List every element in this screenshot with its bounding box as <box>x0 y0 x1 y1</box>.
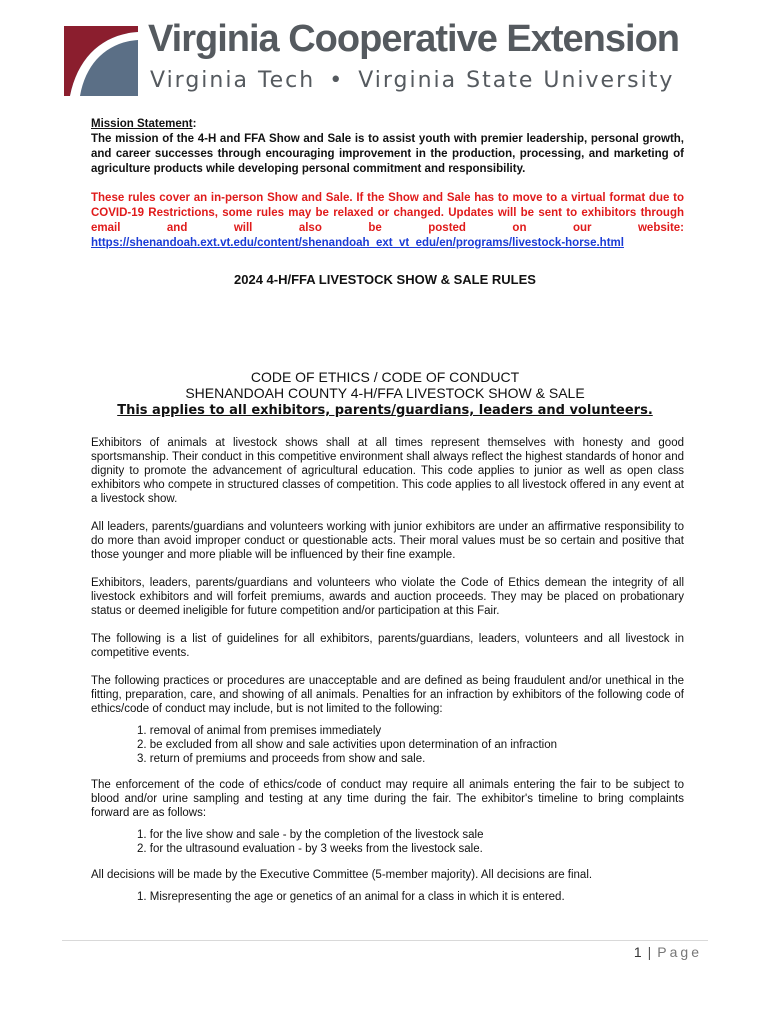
extension-title: Virginia Cooperative Extension <box>148 18 680 60</box>
list-item: 2. be excluded from all show and sale activities upon determination of an infraction <box>137 739 557 751</box>
mission-heading-text: Mission Statement <box>91 118 193 130</box>
timeline-list <box>91 828 684 856</box>
paragraph: The enforcement of the code of ethics/code of conduct may require all animals entering the fair to be subject to blood and/or urine sampling and testing at any time during the fair. The exhibitor's timeline to bring complaints forward are as follows: <box>91 779 684 819</box>
list-item: 3. return of premiums and proceeds from show and sale. <box>137 753 426 765</box>
mission-heading-colon: : <box>192 118 197 130</box>
subtitle-vsu: Virginia State University <box>358 68 675 93</box>
page-label: Page <box>657 944 702 960</box>
list-item: 1. Misrepresenting the age or genetics of an animal for a class in which it is entered. <box>137 891 565 903</box>
paragraph: Exhibitors, leaders, parents/guardians and volunteers who violate the Code of Ethics demean the integrity of all livestock exhibitors and will forfeit premiums, awards and auction proceeds. They may be placed on probationary status or deemed ineligible for future competition and/or participation at this Fair. <box>91 577 684 617</box>
covid-notice <box>91 191 684 251</box>
mission-heading <box>91 114 684 132</box>
subtitle-virginia-tech: Virginia Tech <box>150 68 316 93</box>
code-of-conduct-body <box>91 436 684 916</box>
paragraph: All decisions will be made by the Executive Committee (5-member majority). All decisions are final. <box>91 869 593 881</box>
covid-notice-text: These rules cover an in-person Show and Sale. If the Show and Sale has to move to a virtual format due to COVID-19 Restrictions, some rules may be relaxed or changed. Updates will be sent to exhibitors through email and will also be posted on our website: <box>91 192 684 234</box>
page-number: 1 <box>633 944 642 960</box>
code-of-ethics-title <box>0 369 770 401</box>
footer-separator: | <box>647 944 652 960</box>
code-title-line2: SHENANDOAH COUNTY 4-H/FFA LIVESTOCK SHOW & SALE <box>185 385 585 401</box>
list-item: 1. for the live show and sale - by the completion of the livestock sale <box>137 829 484 841</box>
paragraph: The following practices or procedures are unacceptable and are defined as being fraudulent and/or unethical in the fitting, preparation, care, and showing of all animals. Penalties for an infraction by exhibitors of the following code of ethics/code of conduct may include, but is not limited to the following: <box>91 675 684 715</box>
footer-divider <box>62 940 708 941</box>
rules-title: 2024 4-H/FFA LIVESTOCK SHOW & SALE RULES <box>234 272 536 287</box>
extension-header <box>64 18 714 100</box>
list-item: 1. removal of animal from premises immediately <box>137 725 382 737</box>
paragraph: All leaders, parents/guardians and volunteers working with junior exhibitors are under an affirmative responsibility to do more than avoid improper conduct or questionable acts. Their moral values must be so certain and positive that those younger and more pliable will be influenced by their fine example. <box>91 521 684 561</box>
page-footer <box>634 944 702 960</box>
website-link[interactable]: https://shenandoah.ext.vt.edu/content/shenandoah_ext_vt_edu/en/programs/livestock-horse.html <box>91 237 624 249</box>
extension-subtitle <box>150 68 674 93</box>
paragraph: The following is a list of guidelines for all exhibitors, parents/guardians, leaders, volunteers and all livestock in competitive events. <box>91 633 684 659</box>
penalties-list <box>91 724 684 766</box>
subtitle-bullet: • <box>329 68 345 93</box>
paragraph: Exhibitors of animals at livestock shows shall at all times represent themselves with honesty and good sportsmanship. Their conduct in this competitive environment shall always reflect the highest standards of honor and dignity to promote the advancement of agricultural education. This code applies to junior as well as open class exhibitors who compete in structured classes of competition. This code applies to all livestock offered in any event at a livestock show. <box>91 437 684 505</box>
list-item: 2. for the ultrasound evaluation - by 3 weeks from the livestock sale. <box>137 843 483 855</box>
vce-logo-icon <box>64 26 138 96</box>
code-title-line1: CODE OF ETHICS / CODE OF CONDUCT <box>250 369 520 385</box>
practices-list <box>91 890 684 904</box>
mission-text: The mission of the 4-H and FFA Show and Sale is to assist youth with premier leadership, personal growth, and career successes through encouraging improvement in the production, processing, and marketing of agriculture products while developing personal commitment and responsibility. <box>91 133 684 175</box>
intro-section <box>91 114 684 251</box>
applies-to-statement: This applies to all exhibitors, parents/guardians, leaders and volunteers. <box>117 403 653 418</box>
